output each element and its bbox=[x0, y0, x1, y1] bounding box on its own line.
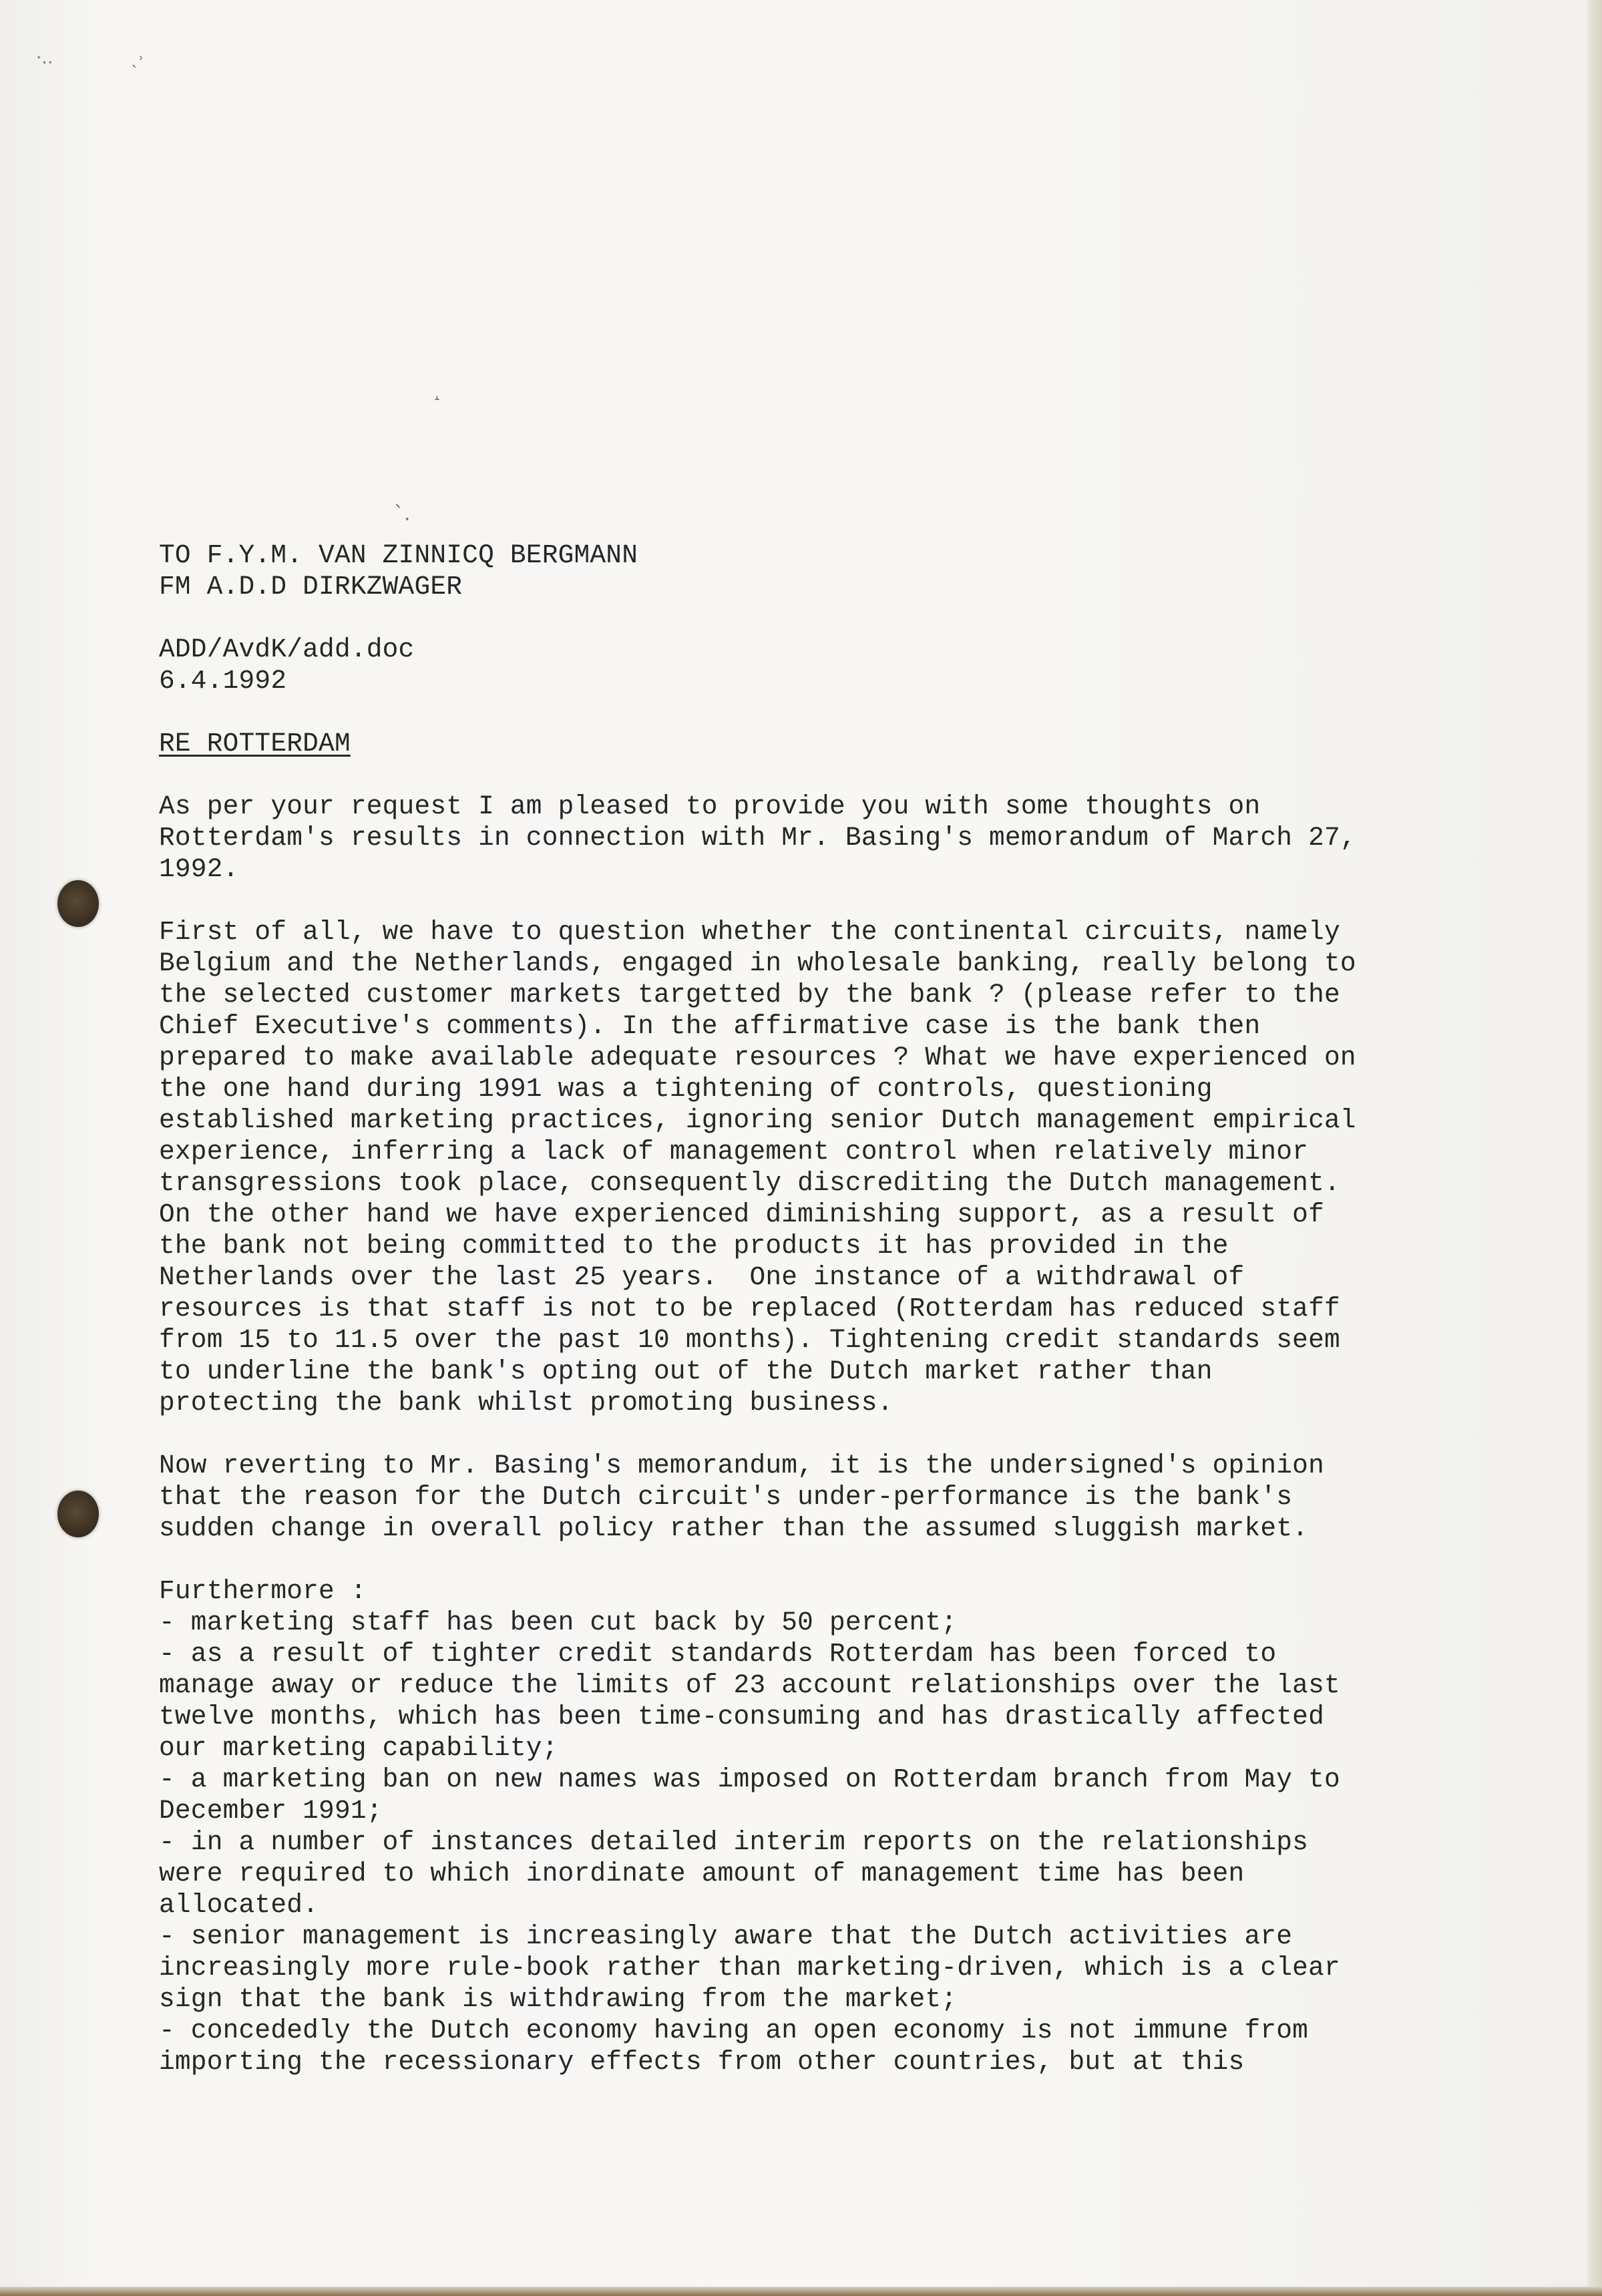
memo-header bbox=[159, 540, 1381, 602]
text-line: resources is that staff is not to be replaced (Rotterdam has reduced staff bbox=[159, 1294, 1340, 1324]
second-paragraph bbox=[159, 1450, 1381, 1544]
text-line: Rotterdam's results in connection with Mr. Basing's memorandum of March 27, bbox=[159, 823, 1356, 853]
text-line: Belgium and the Netherlands, engaged in wholesale banking, really belong to bbox=[159, 948, 1356, 978]
speck-mark: ·‥ bbox=[36, 48, 53, 68]
text-line: Now reverting to Mr. Basing's memorandum, it is the undersigned's opinion bbox=[159, 1451, 1324, 1481]
text-line: from 15 to 11.5 over the past 10 months). Tightening credit standards seem bbox=[159, 1325, 1340, 1355]
memo-reference bbox=[159, 634, 1381, 697]
list-line: allocated. bbox=[159, 1890, 319, 1920]
list-line: - concededly the Dutch economy having an open economy is not immune from bbox=[159, 2016, 1309, 2046]
furthermore-list bbox=[159, 1575, 1381, 2078]
sender-line: FM A.D.D DIRKZWAGER bbox=[159, 572, 463, 602]
list-line: our marketing capability; bbox=[159, 1733, 558, 1763]
subject-line: RE ROTTERDAM bbox=[159, 729, 351, 759]
first-paragraph bbox=[159, 916, 1381, 1418]
text-line: the bank not being committed to the products it has provided in the bbox=[159, 1231, 1229, 1261]
text-line: the one hand during 1991 was a tightening of controls, questioning bbox=[159, 1074, 1213, 1104]
text-line: that the reason for the Dutch circuit's under-performance is the bank's bbox=[159, 1482, 1293, 1512]
reference-code: ADD/AvdK/add.doc bbox=[159, 634, 415, 664]
list-line: increasingly more rule-book rather than marketing-driven, which is a clear bbox=[159, 1953, 1340, 1983]
text-line: to underline the bank's opting out of the Dutch market rather than bbox=[159, 1356, 1213, 1386]
list-line: - in a number of instances detailed interim reports on the relationships bbox=[159, 1827, 1309, 1857]
memo-body bbox=[159, 540, 1381, 2078]
intro-paragraph bbox=[159, 791, 1381, 885]
list-line: sign that the bank is withdrawing from the market; bbox=[159, 1984, 958, 2014]
list-line: - as a result of tighter credit standards Rotterdam has been forced to bbox=[159, 1639, 1277, 1669]
list-heading: Furthermore : bbox=[159, 1576, 367, 1606]
speck-mark: ˋ. bbox=[394, 502, 411, 526]
list-line: were required to which inordinate amount of management time has been bbox=[159, 1859, 1245, 1889]
text-line: established marketing practices, ignoring senior Dutch management empirical bbox=[159, 1105, 1356, 1135]
text-line: transgressions took place, consequently discrediting the Dutch management. bbox=[159, 1168, 1340, 1198]
text-line: sudden change in overall policy rather than the assumed sluggish market. bbox=[159, 1513, 1309, 1543]
list-line: - a marketing ban on new names was imposed on Rotterdam branch from May to bbox=[159, 1764, 1340, 1794]
list-line: December 1991; bbox=[159, 1796, 383, 1826]
speck-mark: ˔ bbox=[433, 389, 441, 409]
recipient-line: TO F.Y.M. VAN ZINNICQ BERGMANN bbox=[159, 540, 638, 570]
text-line: Netherlands over the last 25 years. One instance of a withdrawal of bbox=[159, 1262, 1245, 1292]
list-line: twelve months, which has been time-consuming and has drastically affected bbox=[159, 1702, 1324, 1732]
page-bottom-edge bbox=[0, 2287, 1602, 2296]
text-line: On the other hand we have experienced diminishing support, as a result of bbox=[159, 1199, 1324, 1229]
speck-mark: ˎ˒ bbox=[131, 49, 144, 68]
text-line: the selected customer markets targetted by the bank ? (please refer to the bbox=[159, 980, 1340, 1010]
list-line: - marketing staff has been cut back by 50 percent; bbox=[159, 1607, 958, 1638]
page-edge-shadow bbox=[1587, 0, 1602, 2296]
punch-hole-top bbox=[57, 880, 99, 927]
text-line: First of all, we have to question whether the continental circuits, namely bbox=[159, 917, 1340, 947]
text-line: Chief Executive's comments). In the affirmative case is the bank then bbox=[159, 1011, 1261, 1041]
text-line: protecting the bank whilst promoting business. bbox=[159, 1388, 893, 1418]
text-line: experience, inferring a lack of management control when relatively minor bbox=[159, 1137, 1309, 1167]
list-line: - senior management is increasingly aware that the Dutch activities are bbox=[159, 1921, 1293, 1951]
text-line: prepared to make available adequate resources ? What we have experienced on bbox=[159, 1042, 1356, 1073]
memo-date: 6.4.1992 bbox=[159, 666, 287, 696]
text-line: 1992. bbox=[159, 854, 239, 884]
list-line: importing the recessionary effects from other countries, but at this bbox=[159, 2047, 1245, 2077]
memo-subject bbox=[159, 728, 1381, 759]
punch-hole-bottom bbox=[57, 1491, 99, 1537]
text-line: As per your request I am pleased to provide you with some thoughts on bbox=[159, 791, 1261, 821]
list-line: manage away or reduce the limits of 23 account relationships over the last bbox=[159, 1670, 1340, 1700]
